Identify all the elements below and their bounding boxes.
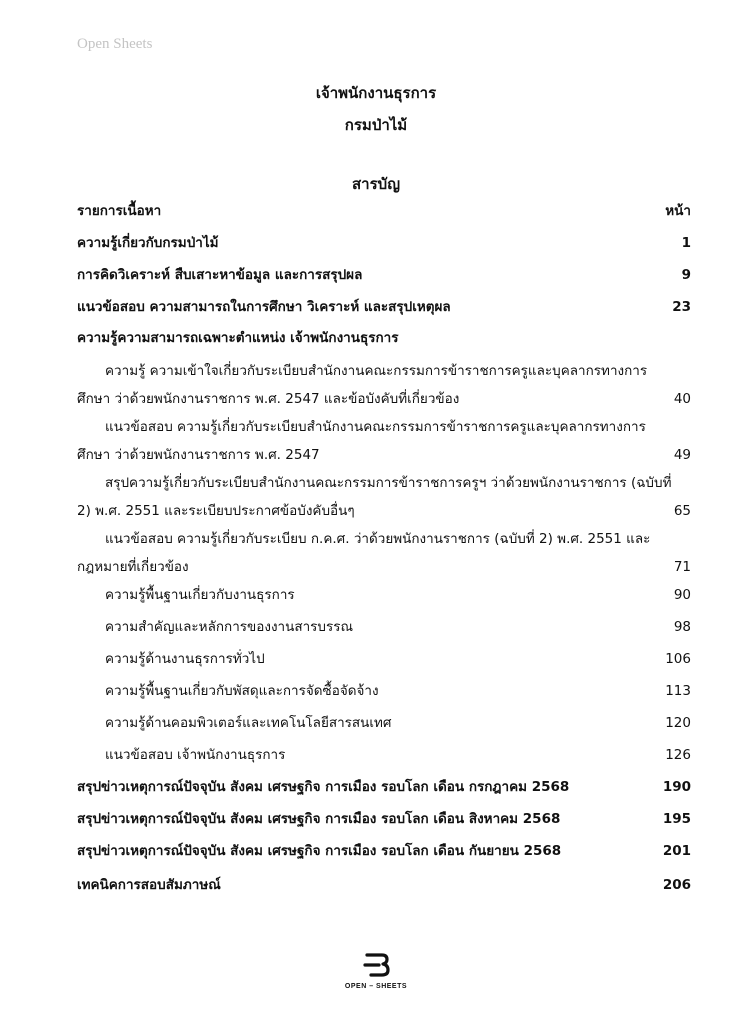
toc-subentry [77, 615, 691, 639]
toc-entry-label: เทคนิคการสอบสัมภาษณ์ [77, 877, 221, 893]
toc-subentry-line2 [77, 443, 691, 467]
toc-subentry-line2 [77, 555, 691, 579]
toc-subentry [77, 679, 691, 703]
toc-entry-page: 40 [673, 391, 691, 407]
toc-header-label: รายการเนื้อหา [77, 203, 162, 219]
toc-entry-page: 9 [681, 267, 691, 283]
document-title: เจ้าพนักงานธุรการ [315, 84, 437, 102]
toc-entry-page: 71 [673, 559, 691, 575]
toc-entry-label: การคิดวิเคราะห์ สืบเสาะหาข้อมูล และการสรุปผล [77, 267, 363, 283]
toc-subentry-line1 [77, 527, 691, 551]
toc-subentry-line1 [77, 471, 691, 495]
toc-entry-page: 120 [665, 715, 691, 731]
toc-title: สารบัญ [352, 175, 400, 193]
toc-entry-label: ศึกษา ว่าด้วยพนักงานราชการ พ.ศ. 2547 และข้อบังคับที่เกี่ยวข้อง [77, 391, 460, 407]
toc-header [77, 199, 691, 223]
toc-entry-label: แนวข้อสอบ ความสามารถในการศึกษา วิเคราะห์ และสรุปเหตุผล [77, 299, 451, 315]
toc-header-page: หน้า [665, 203, 691, 219]
toc-entry-label: สรุปข่าวเหตุการณ์ปัจจุบัน สังคม เศรษฐกิจ การเมือง รอบโลก เดือน กันยายน 2568 [77, 843, 562, 859]
toc-entry-label: ความสำคัญและหลักการของงานสารบรรณ [105, 619, 354, 635]
toc-subentry [77, 647, 691, 671]
toc-entry-label: ความรู้เกี่ยวกับกรมป่าไม้ [77, 235, 219, 251]
toc-entry-page: 126 [665, 747, 691, 763]
toc-entry-label: ความรู้พื้นฐานเกี่ยวกับงานธุรการ [105, 587, 295, 603]
toc-entry-label: สรุปความรู้เกี่ยวกับระเบียบสำนักงานคณะกรรมการข้าราชการครูฯ ว่าด้วยพนักงานราชการ (ฉบับที่ [105, 475, 672, 491]
toc-subentry-line2 [77, 387, 691, 411]
toc-section-heading [77, 326, 691, 350]
toc-entry [77, 263, 691, 287]
toc-entry-page: 23 [672, 299, 691, 315]
toc-entry [77, 873, 691, 897]
footer-brand-text: OPEN – SHEETS [344, 983, 408, 990]
toc-entry-label: สรุปข่าวเหตุการณ์ปัจจุบัน สังคม เศรษฐกิจ การเมือง รอบโลก เดือน กรกฎาคม 2568 [77, 779, 570, 795]
toc-entry-label: ความรู้ ความเข้าใจเกี่ยวกับระเบียบสำนักงานคณะกรรมการข้าราชการครูและบุคลากรทางการ [105, 363, 648, 379]
toc-entry [77, 295, 691, 319]
toc-entry-page: 98 [673, 619, 691, 635]
toc-entry [77, 775, 691, 799]
toc-entry-label: 2) พ.ศ. 2551 และระเบียบประกาศข้อบังคับอื่นๆ [77, 503, 355, 519]
toc-entry-label: ความรู้ความสามารถเฉพาะตำแหน่ง เจ้าพนักงานธุรการ [77, 330, 399, 346]
toc-subentry [77, 743, 691, 767]
toc-entry-page: 49 [673, 447, 691, 463]
toc-entry-page: 190 [662, 779, 691, 795]
toc-entry [77, 839, 691, 863]
toc-entry-label: สรุปข่าวเหตุการณ์ปัจจุบัน สังคม เศรษฐกิจ การเมือง รอบโลก เดือน สิงหาคม 2568 [77, 811, 561, 827]
toc-entry-page: 201 [662, 843, 691, 859]
toc-entry-label: แนวข้อสอบ ความรู้เกี่ยวกับระเบียบสำนักงานคณะกรรมการข้าราชการครูและบุคลากรทางการ [105, 419, 646, 435]
toc-entry-label: ความรู้พื้นฐานเกี่ยวกับพัสดุและการจัดซื้อจัดจ้าง [105, 683, 379, 699]
toc-entry-page: 1 [681, 235, 691, 251]
brand-watermark: Open Sheets [77, 36, 153, 52]
footer-logo [0, 952, 752, 990]
toc-entry-page: 65 [673, 503, 691, 519]
toc-entry-label: ความรู้ด้านงานธุรการทั่วไป [105, 651, 265, 667]
open-sheets-logo-icon [362, 952, 390, 978]
toc-subentry-line1 [77, 415, 691, 439]
toc-subentry-line2 [77, 499, 691, 523]
toc-entry-label: ศึกษา ว่าด้วยพนักงานราชการ พ.ศ. 2547 [77, 447, 320, 463]
toc-entry-label: กฎหมายที่เกี่ยวข้อง [77, 559, 189, 575]
toc-entry-label: แนวข้อสอบ ความรู้เกี่ยวกับระเบียบ ก.ค.ศ. ว่าด้วยพนักงานราชการ (ฉบับที่ 2) พ.ศ. 2551 และ [105, 531, 651, 547]
toc-entry-page: 90 [673, 587, 691, 603]
document-subtitle: กรมป่าไม้ [344, 116, 408, 134]
toc-entry-page: 106 [665, 651, 691, 667]
toc-subentry [77, 583, 691, 607]
toc-subentry-line1 [77, 359, 691, 383]
toc-entry-label: แนวข้อสอบ เจ้าพนักงานธุรการ [105, 747, 286, 763]
toc-entry-page: 195 [662, 811, 691, 827]
toc-entry [77, 231, 691, 255]
toc-subentry [77, 711, 691, 735]
toc-entry-label: ความรู้ด้านคอมพิวเตอร์และเทคโนโลยีสารสนเทศ [105, 715, 392, 731]
toc-entry [77, 807, 691, 831]
toc-entry-page: 206 [662, 877, 691, 893]
toc-entry-page: 113 [665, 683, 691, 699]
